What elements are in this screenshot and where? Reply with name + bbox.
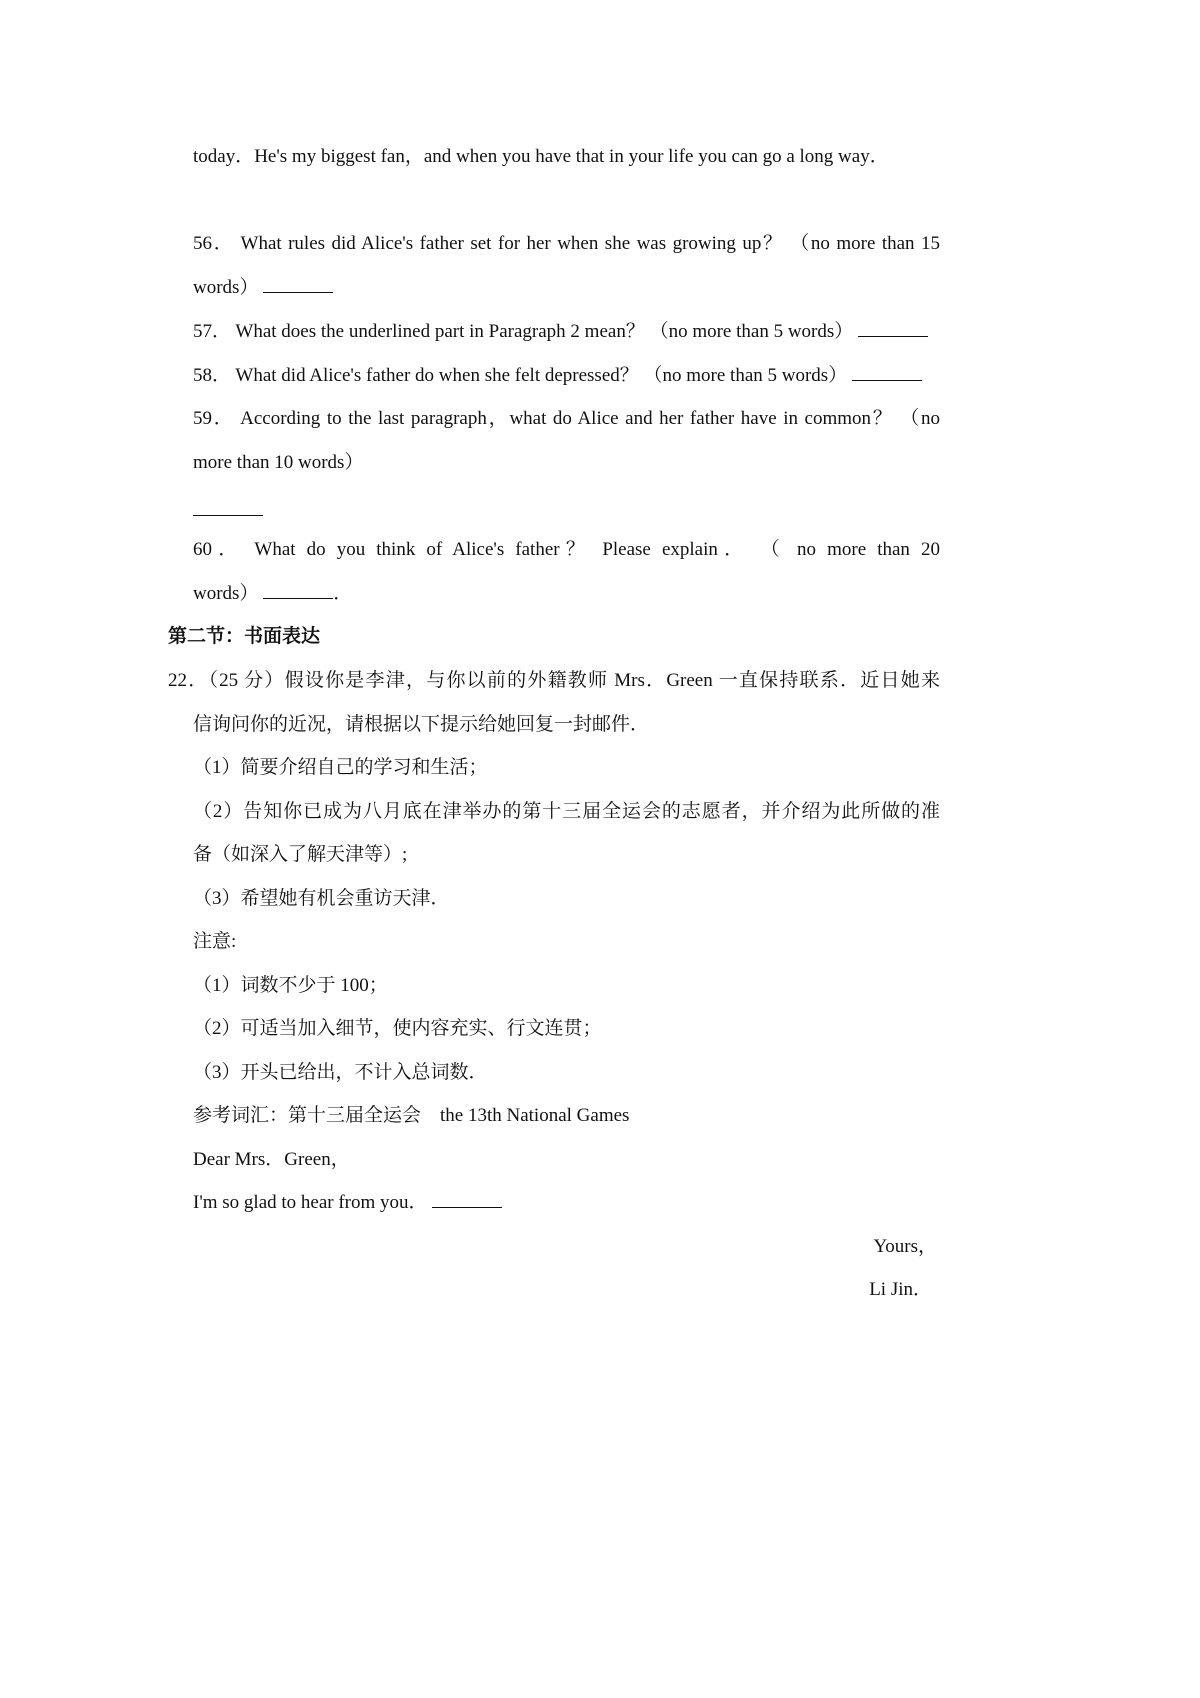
question-57 [193, 320, 928, 344]
writing-point-1: （1）简要介绍自己的学习和生活； [193, 757, 488, 778]
answer-blank-56[interactable] [263, 291, 333, 293]
question-58 [193, 364, 922, 388]
answer-blank-57[interactable] [858, 335, 928, 337]
question-60-end: ． [333, 583, 353, 604]
letter-closing: Yours， [873, 1236, 937, 1257]
letter-opening: I'm so glad to hear from you． [193, 1192, 428, 1213]
vocab-reference: 参考词汇：第十三届全运会 the 13th National Games [193, 1105, 630, 1126]
letter-signature: Li Jin． [869, 1279, 932, 1300]
letter-answer-blank[interactable] [432, 1206, 502, 1208]
note-label: 注意: [193, 931, 237, 952]
letter-opening-line [193, 1191, 502, 1215]
question-59-text: 59． According to the last paragraph，what do Alice and her father have in common？ （no [193, 408, 940, 429]
question-56-text-cont: words） [193, 277, 259, 298]
writing-prompt-line2: 信询问你的近况，请根据以下提示给她回复一封邮件． [193, 714, 650, 735]
question-57-text: 57． What does the underlined part in Paragraph 2 mean？ （no more than 5 words） [193, 321, 854, 342]
letter-greeting: Dear Mrs．Green， [193, 1149, 350, 1170]
writing-prompt-line1: 22．（25 分）假设你是李津，与你以前的外籍教师 Mrs．Green 一直保持联系．近日她来 [168, 670, 940, 691]
question-60-text: 60． What do you think of Alice's father？ Please explain． （ no more than 20 [193, 539, 940, 560]
answer-blank-59[interactable] [193, 514, 263, 516]
question-58-text: 58． What did Alice's father do when she felt depressed？ （no more than 5 words） [193, 365, 848, 386]
writing-point-2-cont: 备（如深入了解天津等）; [193, 844, 408, 865]
note-2: （2）可适当加入细节，使内容充实、行文连贯； [193, 1018, 602, 1039]
note-1: （1）词数不少于 100； [193, 975, 388, 996]
writing-point-3: （3）希望她有机会重访天津． [193, 888, 450, 909]
note-3: （3）开头已给出，不计入总词数． [193, 1062, 488, 1083]
question-56-text: 56． What rules did Alice's father set for her when she was growing up？ （no more than 15 [193, 233, 940, 254]
section-title: 第二节：书面表达 [168, 626, 321, 647]
question-59-text-cont: more than 10 words） [193, 452, 364, 473]
question-56-line2 [193, 276, 333, 300]
answer-blank-60[interactable] [263, 597, 333, 599]
passage-end: today．He's my biggest fan，and when you have that in your life you can go a long way． [193, 146, 889, 167]
question-60-line2 [193, 582, 352, 606]
question-60-text-cont: words） [193, 583, 259, 604]
writing-point-2: （2）告知你已成为八月底在津举办的第十三届全运会的志愿者，并介绍为此所做的准 [193, 801, 940, 822]
answer-blank-58[interactable] [852, 379, 922, 381]
answer-blank-59-wrap [193, 500, 263, 522]
